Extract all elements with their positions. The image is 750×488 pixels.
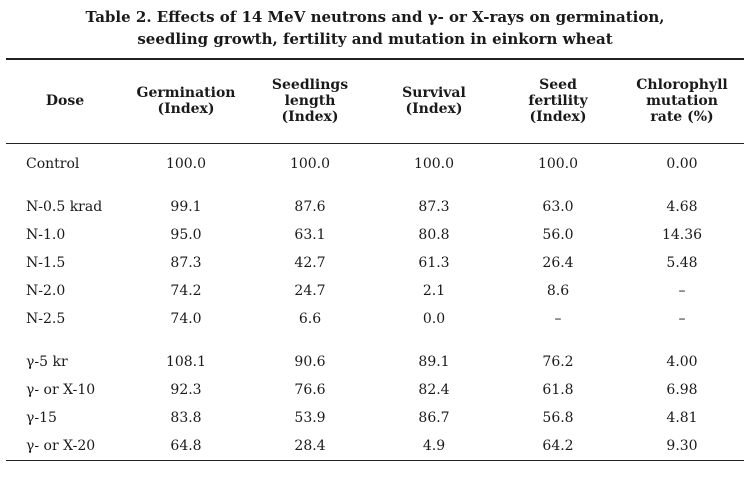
value-cell: 61.8 xyxy=(542,381,574,398)
group-spacer xyxy=(6,333,744,348)
value-cell: 76.6 xyxy=(294,381,326,398)
table-caption xyxy=(0,6,750,50)
value-cell: 6.98 xyxy=(666,381,698,398)
dose-cell: γ- or X-10 xyxy=(26,381,96,398)
value-cell: 4.81 xyxy=(666,409,698,426)
header-line: Seed xyxy=(539,77,577,94)
table-row xyxy=(6,305,744,333)
value-cell: – xyxy=(678,310,686,327)
dose-cell: N-1.0 xyxy=(26,226,66,243)
header-line: (Index) xyxy=(405,101,463,118)
value-cell: 4.9 xyxy=(372,432,496,461)
value-cell: 64.8 xyxy=(124,432,248,461)
caption-line-2: seedling growth, fertility and mutation in einkorn wheat xyxy=(137,30,613,48)
column-header-chlorophyll-mutation-rate xyxy=(620,59,744,143)
value-cell: 42.7 xyxy=(294,254,326,271)
value-cell: 99.1 xyxy=(170,198,202,215)
header-line: (Index) xyxy=(157,101,215,118)
table-row xyxy=(6,143,744,178)
header-line: mutation xyxy=(646,93,718,110)
value-cell: 4.68 xyxy=(666,198,698,215)
dose-cell: Control xyxy=(26,155,80,172)
column-header-dose xyxy=(6,59,124,143)
value-cell: 26.4 xyxy=(542,254,574,271)
value-cell: 90.6 xyxy=(294,353,326,370)
value-cell: 64.2 xyxy=(496,432,620,461)
value-cell: 0.00 xyxy=(666,155,698,172)
value-cell: 76.2 xyxy=(542,353,574,370)
value-cell: 86.7 xyxy=(418,409,450,426)
value-cell: 100.0 xyxy=(537,155,579,172)
value-cell: 24.7 xyxy=(294,282,326,299)
header-line: (Index) xyxy=(529,109,587,126)
value-cell: 9.30 xyxy=(620,432,744,461)
value-cell: 61.3 xyxy=(418,254,450,271)
value-cell: 87.3 xyxy=(170,254,202,271)
value-cell: – xyxy=(554,310,562,327)
header-row xyxy=(6,59,744,143)
dose-cell: N-2.0 xyxy=(26,282,66,299)
value-cell: 82.4 xyxy=(418,381,450,398)
dose-cell: γ-15 xyxy=(26,409,57,426)
value-cell: 6.6 xyxy=(298,310,322,327)
value-cell: 83.8 xyxy=(170,409,202,426)
header-line: Seedlings xyxy=(271,77,349,94)
value-cell: 28.4 xyxy=(248,432,372,461)
table-row xyxy=(6,221,744,249)
value-cell: 100.0 xyxy=(165,155,207,172)
value-cell: 63.1 xyxy=(294,226,326,243)
dose-cell: N-2.5 xyxy=(26,310,66,327)
value-cell: 74.0 xyxy=(170,310,202,327)
header-line: (Index) xyxy=(281,109,339,126)
value-cell: 95.0 xyxy=(170,226,202,243)
table-row xyxy=(6,404,744,432)
table-row xyxy=(6,277,744,305)
dose-cell: N-1.5 xyxy=(26,254,66,271)
spacer-cell xyxy=(6,178,744,193)
value-cell: 80.8 xyxy=(418,226,450,243)
data-table xyxy=(6,58,744,461)
caption-line-1: Table 2. Effects of 14 MeV neutrons and γ- or X-rays on germination, xyxy=(85,8,665,26)
value-cell: 56.8 xyxy=(542,409,574,426)
value-cell: 100.0 xyxy=(289,155,331,172)
spacer-cell xyxy=(6,333,744,348)
value-cell: 74.2 xyxy=(170,282,202,299)
header-line: Germination xyxy=(136,85,236,102)
value-cell: 63.0 xyxy=(542,198,574,215)
header-line: Dose xyxy=(45,93,85,110)
value-cell: 4.00 xyxy=(666,353,698,370)
value-cell: 87.6 xyxy=(294,198,326,215)
value-cell: 0.0 xyxy=(422,310,446,327)
column-header-seed-fertility xyxy=(496,59,620,143)
value-cell: 89.1 xyxy=(418,353,450,370)
dose-cell: γ-5 kr xyxy=(26,353,68,370)
value-cell: 56.0 xyxy=(542,226,574,243)
value-cell: 14.36 xyxy=(661,226,703,243)
group-spacer xyxy=(6,178,744,193)
table-row xyxy=(6,193,744,221)
table-row xyxy=(6,348,744,376)
value-cell: 53.9 xyxy=(294,409,326,426)
column-header-germination xyxy=(124,59,248,143)
value-cell: 87.3 xyxy=(418,198,450,215)
header-line: Survival xyxy=(402,85,466,102)
table-body xyxy=(6,143,744,460)
value-cell: 92.3 xyxy=(170,381,202,398)
header-line: fertility xyxy=(528,93,588,110)
table-row xyxy=(6,249,744,277)
value-cell: 100.0 xyxy=(413,155,455,172)
dose-cell: γ- or X-20 xyxy=(6,432,124,461)
dose-cell: N-0.5 krad xyxy=(26,198,103,215)
column-header-survival xyxy=(372,59,496,143)
value-cell: 108.1 xyxy=(165,353,207,370)
column-header-seedlings-length xyxy=(248,59,372,143)
table-row xyxy=(6,376,744,404)
value-cell: 5.48 xyxy=(666,254,698,271)
header-line: length xyxy=(284,93,336,110)
value-cell: 8.6 xyxy=(546,282,570,299)
header-line: Chlorophyll xyxy=(636,77,728,94)
value-cell: – xyxy=(678,282,686,299)
value-cell: 2.1 xyxy=(422,282,446,299)
table-row xyxy=(6,432,744,461)
header-line: rate (%) xyxy=(650,109,714,126)
